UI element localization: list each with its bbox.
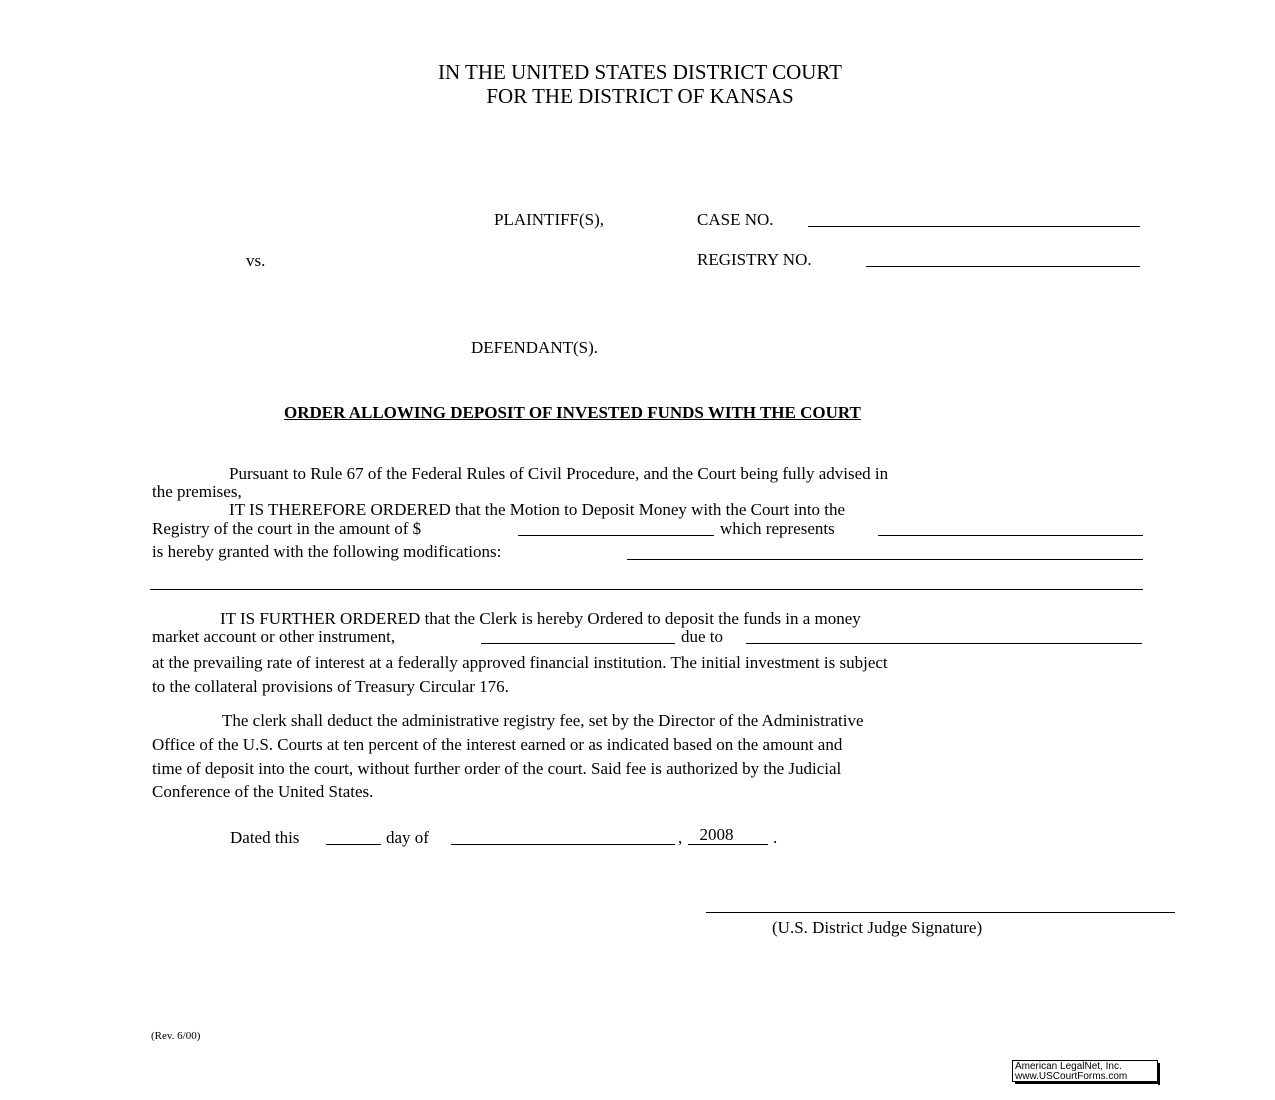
registry-no-field[interactable]	[866, 266, 1140, 267]
dated-day-of: day of	[386, 828, 429, 847]
court-name-line1: IN THE UNITED STATES DISTRICT COURT	[437, 60, 843, 84]
dated-period: .	[773, 828, 778, 847]
day-field[interactable]	[326, 844, 381, 845]
year-value: 2008	[699, 825, 734, 844]
body-p2-line1: IT IS THEREFORE ORDERED that the Motion to Deposit Money with the Court into the	[229, 500, 846, 519]
modifications-field-2[interactable]	[150, 589, 1143, 590]
body-p2-line2b: which represents	[720, 519, 835, 538]
body-p4-line3: time of deposit into the court, without further order of the court. Said fee is authorized by the Judicial	[152, 759, 842, 778]
body-p1-line1: Pursuant to Rule 67 of the Federal Rules of Civil Procedure, and the Court being fully advised in	[229, 464, 889, 483]
order-title: ORDER ALLOWING DEPOSIT OF INVESTED FUNDS WITH THE COURT	[284, 403, 861, 422]
signature-line[interactable]	[706, 912, 1175, 913]
dated-prefix: Dated this	[230, 828, 300, 847]
instrument-field[interactable]	[481, 643, 675, 644]
body-p3-line4: to the collateral provisions of Treasury Circular 176.	[152, 677, 509, 696]
modifications-field-1[interactable]	[627, 559, 1143, 560]
body-p3-line2b: due to	[681, 627, 724, 646]
body-p3-line1: IT IS FURTHER ORDERED that the Clerk is hereby Ordered to deposit the funds in a money	[220, 609, 861, 628]
publisher-website: www.USCourtForms.com	[1015, 1071, 1128, 1082]
defendant-label: DEFENDANT(S).	[471, 338, 599, 357]
body-p2-line3: is hereby granted with the following modifications:	[152, 542, 502, 561]
revision-label: (Rev. 6/00)	[151, 1030, 201, 1042]
publisher-name: American LegalNet, Inc.	[1015, 1061, 1122, 1072]
amount-field[interactable]	[518, 535, 714, 536]
body-p4-line4: Conference of the United States.	[152, 782, 374, 801]
case-no-field[interactable]	[808, 226, 1140, 227]
year-field[interactable]	[688, 844, 768, 845]
body-p4-line2: Office of the U.S. Courts at ten percent of the interest earned or as indicated based on the amount and	[152, 735, 843, 754]
body-p2-line2a: Registry of the court in the amount of $	[152, 519, 422, 538]
court-name-line2: FOR THE DISTRICT OF KANSAS	[486, 84, 794, 108]
represents-field[interactable]	[878, 535, 1143, 536]
body-p4-line1: The clerk shall deduct the administrative registry fee, set by the Director of the Administrative	[222, 711, 864, 730]
case-no-label: CASE NO.	[697, 210, 774, 229]
body-p3-line3: at the prevailing rate of interest at a federally approved financial institution. The initial investment is subject	[152, 653, 888, 672]
publisher-badge	[1012, 1060, 1158, 1082]
registry-no-label: REGISTRY NO.	[697, 250, 812, 269]
signature-label: (U.S. District Judge Signature)	[772, 918, 983, 937]
vs-label: vs.	[246, 251, 266, 270]
plaintiff-label: PLAINTIFF(S),	[494, 210, 605, 229]
dated-comma: ,	[678, 828, 683, 847]
body-p3-line2a: market account or other instrument,	[152, 627, 396, 646]
body-p1-line2: the premises,	[152, 482, 242, 501]
month-field[interactable]	[451, 844, 675, 845]
due-to-field[interactable]	[746, 643, 1142, 644]
